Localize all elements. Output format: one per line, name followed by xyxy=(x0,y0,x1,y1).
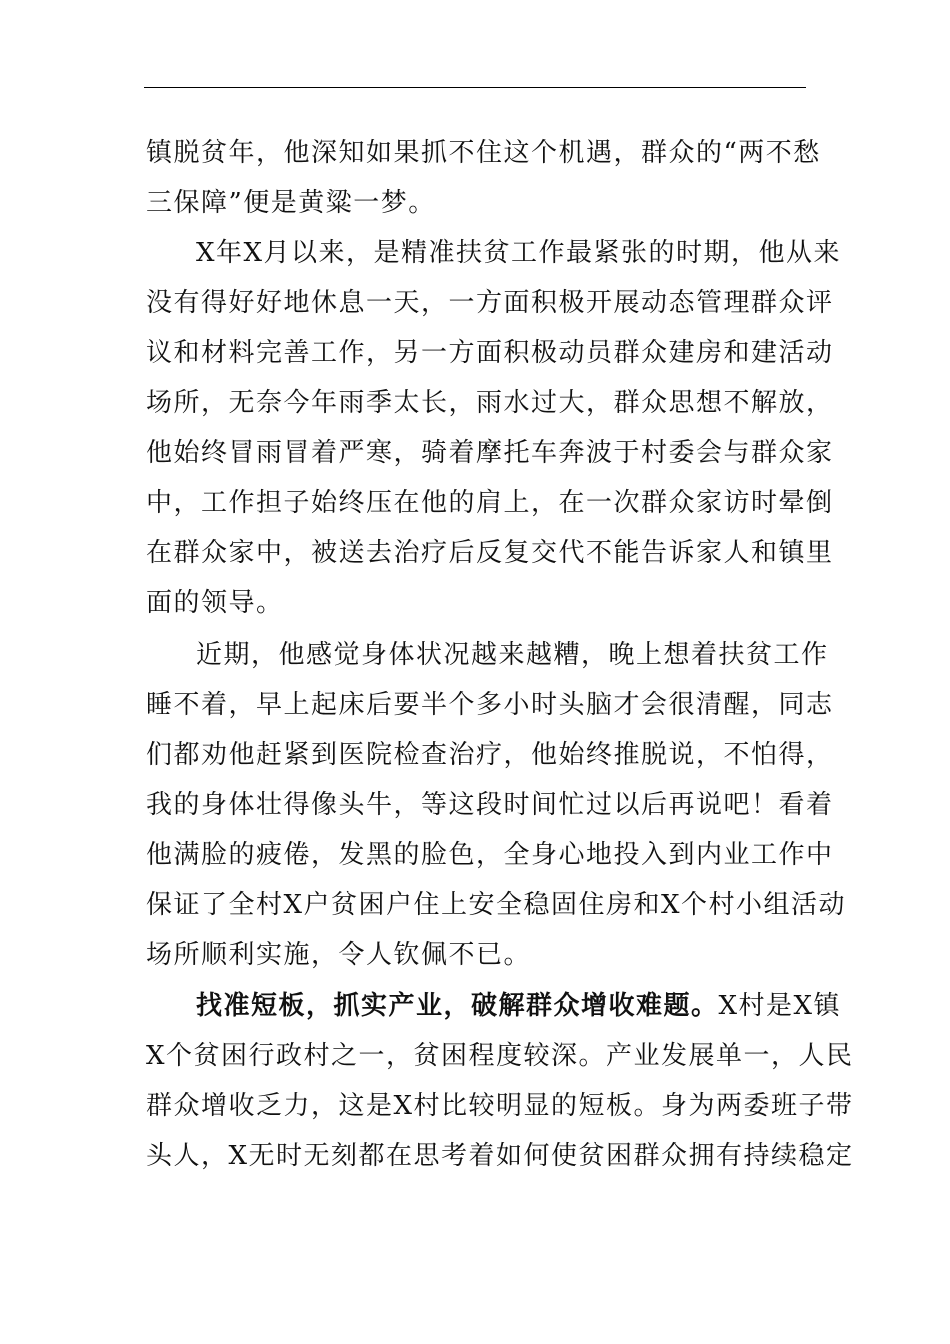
text-line: 们都劝他赶紧到医院检查治疗，他始终推脱说，不怕得， xyxy=(146,740,834,770)
text-line: 在群众家中，被送去治疗后反复交代不能告诉家人和镇里 xyxy=(146,538,834,568)
text-line: 面的领导。 xyxy=(146,588,284,618)
text-line: 睡不着，早上起床后要半个多小时头脑才会很清醒，同志 xyxy=(146,690,834,720)
text-line: 议和材料完善工作，另一方面积极动员群众建房和建活动 xyxy=(146,338,834,368)
section-heading-tail: X村是X镇 xyxy=(718,991,842,1021)
section-heading-line xyxy=(196,986,841,1026)
text-line: 场所顺利实施，令人钦佩不已。 xyxy=(146,940,532,970)
text-line: 他满脸的疲倦，发黑的脸色，全身心地投入到内业工作中 xyxy=(146,840,834,870)
text-line: 中，工作担子始终压在他的肩上，在一次群众家访时晕倒 xyxy=(146,488,834,518)
section-heading: 找准短板，抓实产业，破解群众增收难题。 xyxy=(196,991,719,1021)
text-line: 场所，无奈今年雨季太长，雨水过大，群众思想不解放， xyxy=(146,388,834,418)
paragraph-first-line: X年X月以来，是精准扶贫工作最紧张的时期，他从来 xyxy=(196,238,842,268)
paragraph-first-line: 近期，他感觉身体状况越来越糟，晚上想着扶贫工作 xyxy=(196,640,829,670)
text-line: 镇脱贫年，他深知如果抓不住这个机遇，群众的“两不愁 xyxy=(146,138,821,168)
text-line: 头人，X无时无刻都在思考着如何使贫困群众拥有持续稳定 xyxy=(146,1141,854,1171)
text-line: 群众增收乏力，这是X村比较明显的短板。身为两委班子带 xyxy=(146,1091,854,1121)
text-line: 保证了全村X户贫困户住上安全稳固住房和X个村小组活动 xyxy=(146,890,847,920)
text-line: 我的身体壮得像头牛，等这段时间忙过以后再说吧！看着 xyxy=(146,790,834,820)
text-line: 没有得好好地休息一天，一方面积极开展动态管理群众评 xyxy=(146,288,834,318)
text-line: 他始终冒雨冒着严寒，骑着摩托车奔波于村委会与群众家 xyxy=(146,438,834,468)
header-rule xyxy=(144,87,806,88)
text-line: 三保障”便是黄粱一梦。 xyxy=(146,188,436,218)
text-line: X个贫困行政村之一，贫困程度较深。产业发展单一，人民 xyxy=(146,1041,854,1071)
